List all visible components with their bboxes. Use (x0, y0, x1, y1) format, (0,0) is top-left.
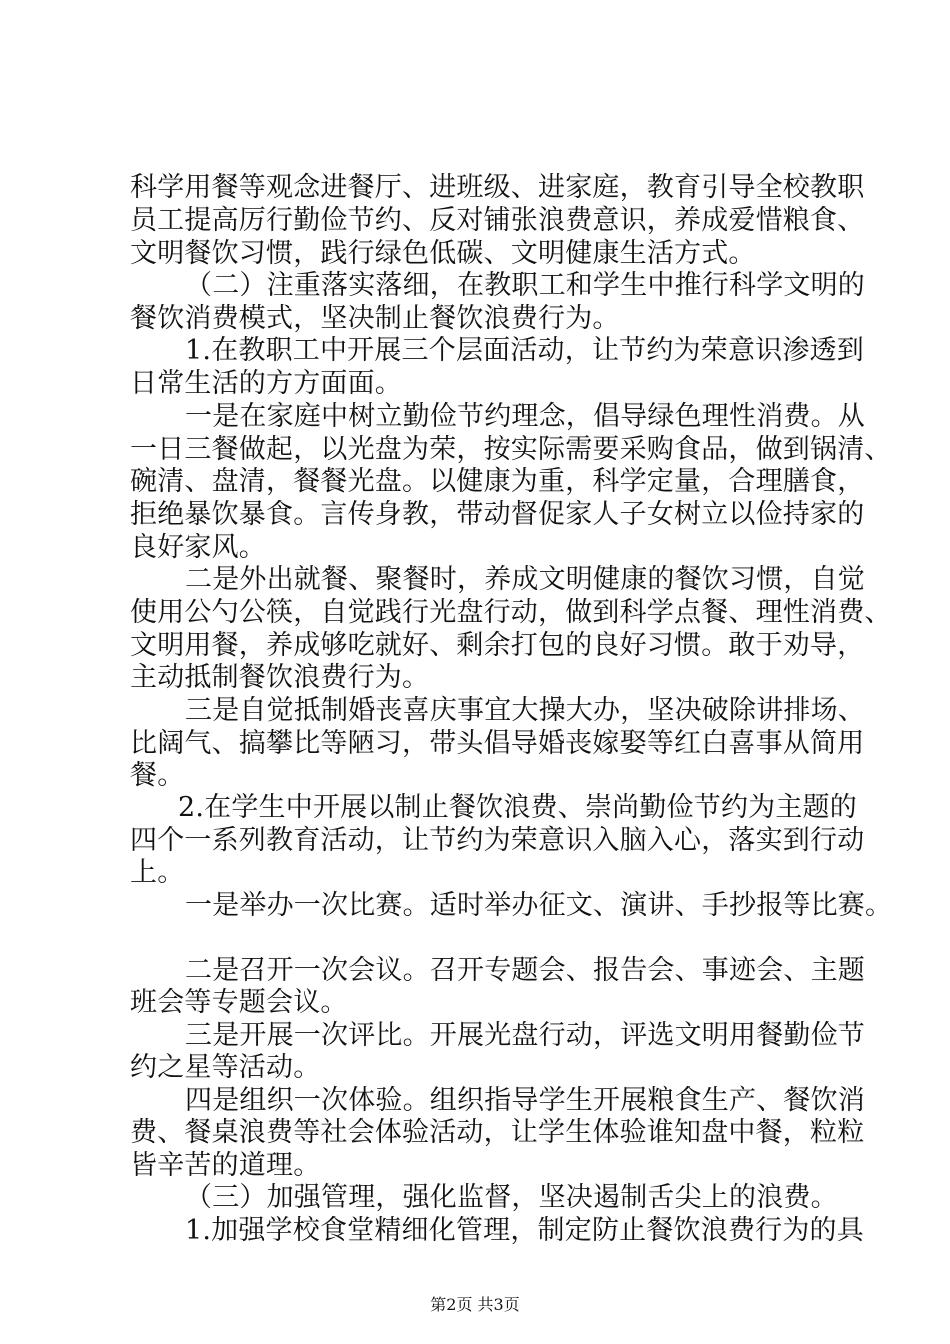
paragraph-line: 餐。 (130, 760, 185, 791)
paragraph-line: 日常生活的方方面面。 (130, 368, 402, 399)
paragraph-line: 碗清、盘清，餐餐光盘。以健康为重，科学定量，合理膳食， (130, 466, 865, 497)
list-item-heading: 1.加强学校食堂精细化管理，制定防止餐饮浪费行为的具 (185, 1215, 864, 1246)
page-footer: 第2页 共3页 (430, 1295, 520, 1314)
paragraph-line: 约之星等活动。 (130, 1052, 321, 1083)
paragraph-line: 二是召开一次会议。召开专题会、报告会、事迹会、主题 (185, 955, 865, 986)
paragraph-line: 费、餐桌浪费等社会体验活动，让学生体验谁知盘中餐，粒粒 (130, 1117, 865, 1148)
paragraph-line: 上。 (130, 857, 185, 888)
paragraph-line: 餐饮消费模式，坚决制止餐饮浪费行为。 (130, 303, 620, 334)
paragraph-line: 一是举办一次比赛。适时举办征文、演讲、手抄报等比赛。 (185, 890, 893, 921)
paragraph-line: 三是自觉抵制婚丧喜庆事宜大操大办，坚决破除讲排场、 (185, 695, 865, 726)
paragraph-line: 员工提高厉行勤俭节约、反对铺张浪费意识，养成爱惜粮食、 (130, 205, 865, 236)
list-item-heading: 2.在学生中开展以制止餐饮浪费、崇尚勤俭节约为主题的 (178, 792, 857, 823)
list-item-heading: 1.在教职工中开展三个层面活动，让节约为荣意识渗透到 (185, 335, 864, 366)
paragraph-line: 二是外出就餐、聚餐时，养成文明健康的餐饮习惯，自觉 (185, 564, 865, 595)
paragraph-line: 比阔气、搞攀比等陋习，带头倡导婚丧嫁娶等红白喜事从简用 (130, 728, 865, 759)
paragraph-line: 一日三餐做起，以光盘为荣，按实际需要采购食品，做到锅清、 (130, 434, 892, 465)
paragraph-line: 四个一系列教育活动，让节约为荣意识入脑入心，落实到行动 (130, 825, 865, 856)
paragraph-line: 科学用餐等观念进餐厅、进班级、进家庭，教育引导全校教职 (130, 172, 865, 203)
paragraph-line: 良好家风。 (130, 532, 266, 563)
paragraph-line: 使用公勺公筷，自觉践行光盘行动，做到科学点餐、理性消费、 (130, 597, 892, 628)
paragraph-line: 三是开展一次评比。开展光盘行动，评选文明用餐勤俭节 (185, 1020, 865, 1051)
paragraph-line: 皆辛苦的道理。 (130, 1150, 321, 1181)
paragraph-line: 文明用餐，养成够吃就好、剩余打包的良好习惯。敢于劝导， (130, 630, 865, 661)
section-heading: （三）加强管理，强化监督，坚决遏制舌尖上的浪费。 (185, 1182, 838, 1213)
section-heading: （二）注重落实落细，在教职工和学生中推行科学文明的 (185, 270, 865, 301)
paragraph-line: 班会等专题会议。 (130, 987, 348, 1018)
paragraph-line: 四是组织一次体验。组织指导学生开展粮食生产、餐饮消 (185, 1085, 865, 1116)
paragraph-line: 一是在家庭中树立勤俭节约理念，倡导绿色理性消费。从 (185, 401, 865, 432)
paragraph-line: 拒绝暴饮暴食。言传身教，带动督促家人子女树立以俭持家的 (130, 499, 865, 530)
paragraph-line: 主动抵制餐饮浪费行为。 (130, 662, 430, 693)
paragraph-line: 文明餐饮习惯，践行绿色低碳、文明健康生活方式。 (130, 238, 756, 269)
